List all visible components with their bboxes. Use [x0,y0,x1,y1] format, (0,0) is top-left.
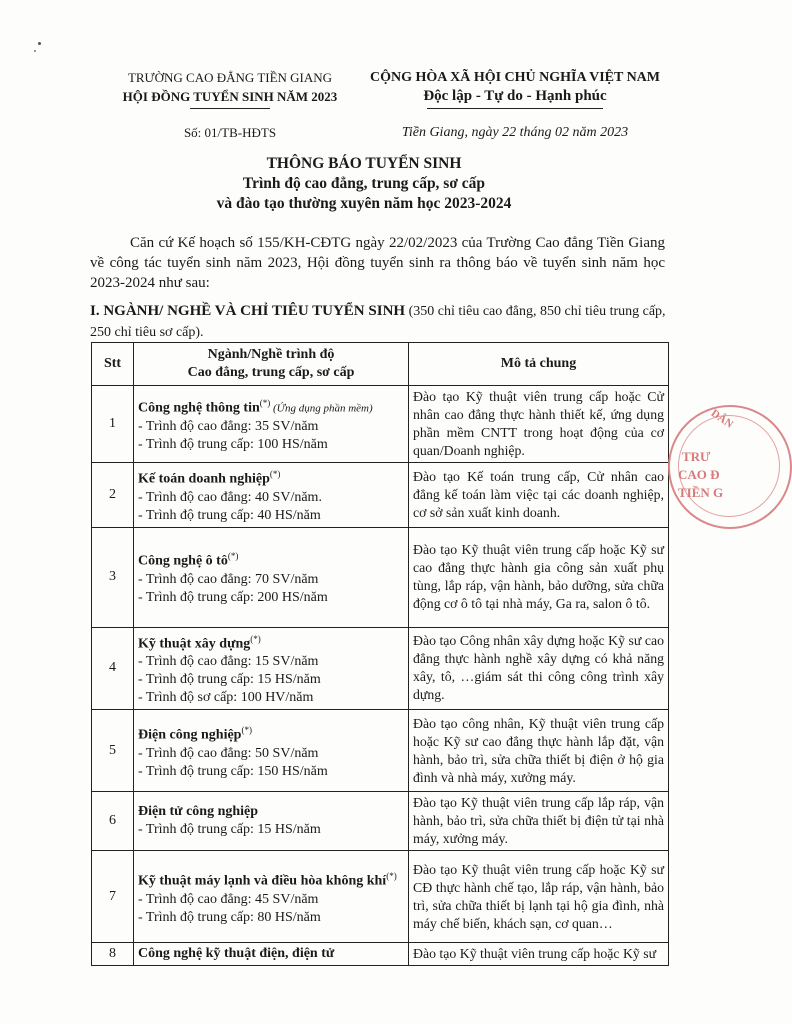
program-quota: - Trình độ cao đẳng: 50 SV/năm [138,745,319,761]
program-name-line [138,465,404,489]
national-block [350,68,680,142]
row-description: Đào tạo công nhân, Kỹ thuật viên trung cấp hoặc Kỹ sư cao đẳng thực hành lắp đặt, vận hành, bảo trì, sửa chữa thiết bị điện ở hộ gia đình và nhà máy, xưởng máy. [409,710,669,792]
program-name: Kỹ thuật xây dựng [138,636,251,652]
notice-subtitle-2: và đào tạo thường xuyên năm học 2023-2024 [216,195,512,212]
program-name-line [138,867,404,891]
program-name-line [138,547,404,571]
program-quota: - Trình độ cao đẳng: 15 SV/năm [138,654,319,670]
stamp-text-3: TIỀN G [678,485,724,500]
issuer-underline [190,108,270,109]
program-name: Công nghệ kỹ thuật điện, điện tử [138,946,335,962]
nation-title: CỘNG HÒA XÃ HỘI CHỦ NGHĨA VIỆT NAM [369,70,660,85]
program-quota: - Trình độ trung cấp: 80 HS/năm [138,909,321,925]
row-program [134,627,409,710]
document-number: Số: 01/TB-HĐTS [183,125,277,140]
header-description: Mô tả chung [409,343,669,386]
program-quota: - Trình độ trung cấp: 15 HS/năm [138,672,321,688]
scan-speck [38,42,41,45]
program-footnote-mark: (*) [259,398,271,409]
program-name: Công nghệ ô tô [138,553,228,569]
row-stt: 4 [92,627,134,710]
scan-speck [34,50,36,52]
table-row [92,463,669,528]
row-stt: 7 [92,851,134,943]
row-description: Đào tạo Kỹ thuật viên trung cấp hoặc Kỹ sư CĐ thực hành chế tạo, lắp ráp, vận hành, bảo trì, sửa chữa thiết bị lạnh tại hộ gia đình, nhà máy chế biến, khách sạn, cơ quan… [409,851,669,943]
header-program [134,343,409,386]
program-quota: - Trình độ trung cấp: 15 HS/năm [138,822,321,838]
program-quota: - Trình độ cao đẳng: 40 SV/năm. [138,489,322,505]
program-quota: - Trình độ cao đẳng: 45 SV/năm [138,891,319,907]
issuer-block [90,68,370,142]
header-stt: Stt [92,343,134,386]
table-row [92,943,669,966]
program-name: Điện tử công nghiệp [138,804,259,820]
row-program [134,851,409,943]
row-program [134,386,409,463]
table-header-row [92,343,669,386]
program-footnote-mark: (*) [241,724,252,735]
header-program-line1: Ngành/Nghề trình độ [207,347,335,362]
row-program [134,463,409,528]
stamp-arc-text: DÂN [708,407,736,431]
row-program [134,792,409,851]
school-name: TRƯỜNG CAO ĐẲNG TIỀN GIANG [127,70,333,85]
program-quota: - Trình độ sơ cấp: 100 HV/năm [138,690,314,706]
stamp-inner-ring [678,415,780,517]
council-name: HỘI ĐỒNG TUYỂN SINH NĂM 2023 [122,89,338,104]
header-program-line2: Cao đẳng, trung cấp, sơ cấp [187,365,355,380]
program-quota: - Trình độ trung cấp: 40 HS/năm [138,507,321,523]
section-heading: I. NGÀNH/ NGHỀ VÀ CHỈ TIÊU TUYỂN SINH [90,303,406,319]
program-name: Công nghệ thông tin [138,400,260,416]
admissions-table [91,342,669,966]
section-heading-block [90,301,670,343]
notice-title: THÔNG BÁO TUYỂN SINH [266,155,462,172]
row-program [134,527,409,627]
row-description: Đào tạo Công nhân xây dựng hoặc Kỹ sư cao đẳng thực hành nghề xây dựng có khả năng xây, tô, …giám sát thi công công trình xây dựng. [409,627,669,710]
stamp-text-1: TRƯ [682,449,711,464]
program-name-line [138,394,404,418]
program-footnote-mark: (*) [269,469,281,479]
motto-underline [427,108,603,109]
program-quota: - Trình độ cao đẳng: 70 SV/năm [138,571,319,587]
row-description: Đào tạo Kế toán trung cấp, Cử nhân cao đẳng kế toán làm việc tại các doanh nghiệp, cơ sở sản xuất kinh doanh. [409,463,669,528]
row-stt: 2 [92,463,134,528]
program-name: Kế toán doanh nghiệp [138,471,270,487]
program-footnote-mark: (*) [386,870,397,881]
official-stamp [668,405,792,529]
stamp-text-2: CAO Đ [678,467,720,482]
program-name-line [138,721,404,745]
row-description: Đào tạo Kỹ thuật viên trung cấp hoặc Cử nhân cao đẳng thực hành thiết kế, ứng dụng phần mềm CNTT trong hoạt động của cơ quan/Doanh nghiệp. [409,386,669,463]
row-stt: 5 [92,710,134,792]
program-footnote-mark: (*) [227,551,239,562]
program-name: Kỹ thuật máy lạnh và điều hòa không khí [138,873,387,889]
table-row [92,792,669,851]
program-quota: - Trình độ trung cấp: 200 HS/năm [138,589,328,605]
row-stt: 8 [92,943,134,966]
program-name-line [138,630,404,654]
table-row [92,527,669,627]
notice-subtitle-1: Trình độ cao đẳng, trung cấp, sơ cấp [242,175,486,192]
notice-title-block [0,154,728,214]
row-stt: 1 [92,386,134,463]
row-program [134,710,409,792]
program-quota: - Trình độ trung cấp: 150 HS/năm [138,763,328,779]
program-specialization: (Ứng dụng phần mềm) [270,402,373,415]
program-quota: - Trình độ trung cấp: 100 HS/năm [138,436,328,452]
program-name-line [138,945,404,963]
program-footnote-mark: (*) [250,633,261,644]
row-description: Đào tạo Kỹ thuật viên trung cấp hoặc Kỹ sư cao đẳng thực hành gia công sản xuất phụ tùng, lắp ráp, vận hành, bảo dưỡng, sửa chữa động cơ ô tô tại nhà máy, Ga ra, salon ô tô. [409,527,669,627]
table-body [92,386,669,966]
row-description: Đào tạo Kỹ thuật viên trung cấp lắp ráp, vận hành, bảo trì, sửa chữa thiết bị điện tử tại nhà máy, xưởng máy. [409,792,669,851]
program-quota: - Trình độ cao đẳng: 35 SV/năm [138,418,319,434]
row-description: Đào tạo Kỹ thuật viên trung cấp hoặc Kỹ sư [409,943,669,966]
row-stt: 6 [92,792,134,851]
row-program [134,943,409,966]
program-name: Điện công nghiệp [138,727,242,743]
intro-paragraph: Căn cứ Kế hoạch số 155/KH-CĐTG ngày 22/02/2023 của Trường Cao đẳng Tiền Giang về công tác tuyển sinh năm 2023, Hội đồng tuyển sinh ra thông báo về tuyển sinh năm học 2023-2024 như sau: [90,235,665,291]
program-name-line [138,803,404,821]
table-row [92,851,669,943]
place-date: Tiền Giang, ngày 22 tháng 02 năm 2023 [401,125,629,140]
row-stt: 3 [92,527,134,627]
section-note: (350 chỉ tiêu cao đẳng, 850 chỉ tiêu trung cấp, 250 chỉ tiêu sơ cấp). [90,304,666,340]
table-row [92,627,669,710]
table-row [92,710,669,792]
table-row [92,386,669,463]
motto: Độc lập - Tự do - Hạnh phúc [423,88,607,104]
